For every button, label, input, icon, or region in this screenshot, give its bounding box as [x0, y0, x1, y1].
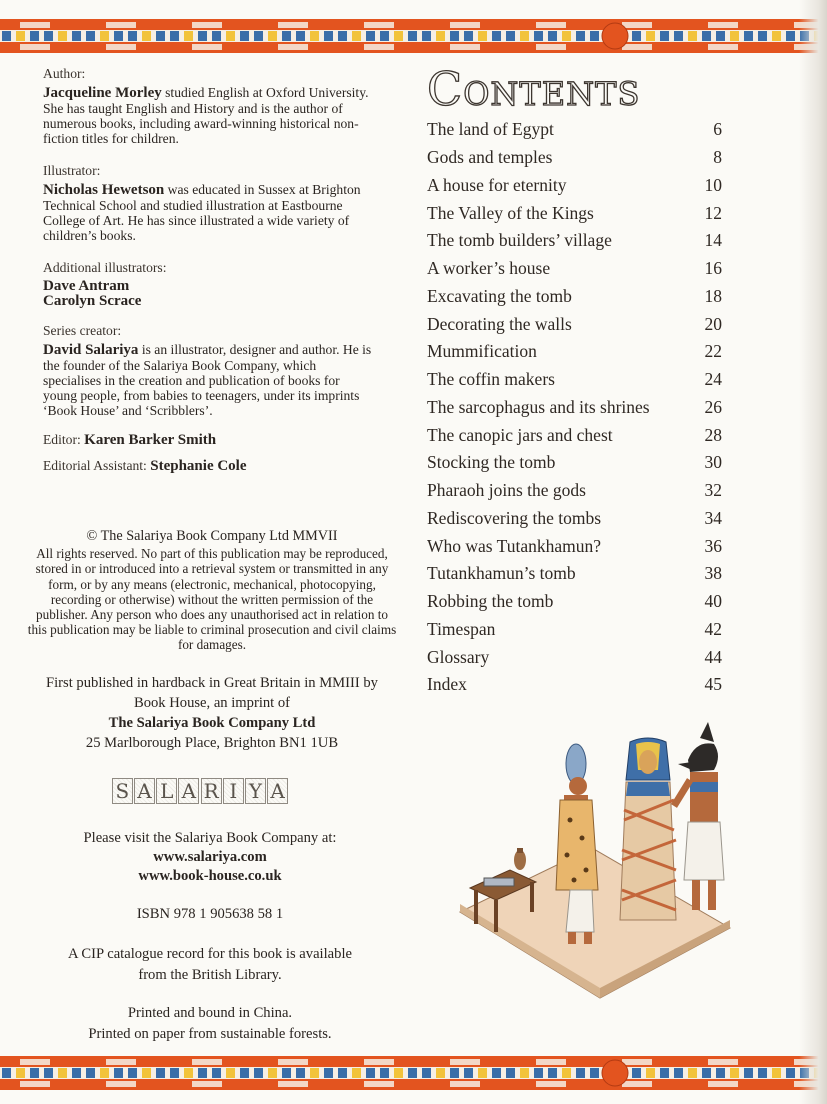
toc-entry-title: Tutankhamun’s tomb — [427, 563, 576, 584]
illustrator-label: Illustrator: — [43, 163, 101, 178]
author-bio: studied English at Oxford University. She has taught English and History and is the author of numerous books, including award-winning historical non-fiction titles for children. — [43, 85, 369, 146]
toc-entry[interactable] — [427, 560, 722, 588]
toc-entry-page: 42 — [704, 618, 722, 639]
toc-entry-title: Pharaoh joins the gods — [427, 480, 586, 501]
logo-letter: A — [267, 778, 288, 804]
toc-entry-page: 14 — [704, 230, 722, 251]
assistant-name: Stephanie Cole — [150, 458, 247, 474]
toc-entry[interactable] — [427, 616, 722, 644]
toc-entry[interactable] — [427, 116, 722, 144]
toc-entry[interactable] — [427, 671, 722, 699]
logo-letter: S — [112, 778, 133, 804]
editor-name: Karen Barker Smith — [84, 432, 217, 448]
bottom-decorative-border — [0, 1056, 827, 1090]
toc-entry[interactable] — [427, 199, 722, 227]
toc-entry-title: Robbing the tomb — [427, 591, 554, 612]
toc-entry-page: 30 — [704, 452, 722, 473]
toc-entry-page: 22 — [704, 341, 722, 362]
toc-entry[interactable] — [427, 172, 722, 200]
toc-entry[interactable] — [427, 283, 722, 311]
toc-entry[interactable] — [427, 643, 722, 671]
publishing-info — [22, 673, 402, 753]
toc-entry-page: 38 — [704, 563, 722, 584]
toc-entry-page: 8 — [713, 147, 722, 168]
toc-entry-title: Gods and temples — [427, 147, 553, 168]
series-creator-entry — [43, 342, 373, 418]
assistant-label: Editorial Assistant: — [43, 458, 147, 473]
toc-entry-title: Glossary — [427, 646, 490, 667]
cip-line: from the British Library. — [138, 967, 282, 983]
toc-entry[interactable] — [427, 366, 722, 394]
illustrator-name: Nicholas Hewetson — [43, 182, 165, 198]
copyright-line: © The Salariya Book Company Ltd MMVII — [86, 528, 338, 544]
author-label: Author: — [43, 66, 86, 81]
publisher-address: 25 Marlborough Place, Brighton BN1 1UB — [85, 735, 339, 751]
toc-entry[interactable] — [427, 532, 722, 560]
toc-entry-title: The canopic jars and chest — [427, 424, 613, 445]
toc-entry[interactable] — [427, 505, 722, 533]
salariya-logo — [105, 778, 295, 806]
editor-label: Editor: — [43, 432, 81, 447]
illustrator-entry — [43, 182, 373, 243]
border-pattern — [0, 1056, 827, 1090]
series-creator-label: Series creator: — [43, 323, 122, 338]
toc-entry-title: A house for eternity — [427, 174, 567, 195]
logo-letter: I — [223, 778, 244, 804]
toc-entry[interactable] — [427, 144, 722, 172]
toc-entry-title: Mummification — [427, 341, 537, 362]
toc-entry-title: Index — [427, 674, 467, 695]
copyright-notice: All rights reserved. No part of this publication may be reproduced, stored in or introduced into a retrieval system or transmitted in any form, or by any means (electronic, mechanical, photocopying, recording or otherwise) without the written permission of the publisher. Any person who does any unauthorised act in relation to this publication may be liable to criminal prosecution and civil claims for damages. — [27, 546, 397, 653]
border-pattern — [0, 19, 827, 53]
logo-letter: L — [156, 778, 177, 804]
website-link[interactable]: www.book-house.co.uk — [138, 868, 282, 884]
toc-entry-page: 44 — [704, 646, 722, 667]
contents-title: Contents — [427, 62, 641, 116]
cip-line: A CIP catalogue record for this book is available — [68, 946, 352, 962]
toc-entry-title: Rediscovering the tombs — [427, 507, 602, 528]
toc-entry-title: Decorating the walls — [427, 313, 572, 334]
website-info — [40, 829, 380, 886]
toc-entry-page: 16 — [704, 258, 722, 279]
toc-entry-page: 6 — [713, 119, 722, 140]
visit-text: Please visit the Salariya Book Company at: — [83, 830, 337, 846]
editor-entry — [43, 432, 373, 448]
toc-entry-page: 36 — [704, 535, 722, 556]
additional-illustrators-label: Additional illustrators: — [43, 260, 167, 275]
toc-entry-title: The Valley of the Kings — [427, 202, 594, 223]
author-entry — [43, 85, 373, 146]
toc-entry-title: Timespan — [427, 618, 496, 639]
toc-entry[interactable] — [427, 310, 722, 338]
toc-entry-page: 26 — [704, 396, 722, 417]
top-decorative-border — [0, 19, 827, 53]
website-link[interactable]: www.salariya.com — [153, 849, 267, 865]
additional-illustrators — [43, 279, 373, 309]
credits-section — [43, 66, 373, 474]
toc-entry-page: 10 — [704, 174, 722, 195]
series-creator-bio: is an illustrator, designer and author. He is the founder of the Salariya Book Company, which specialises in the creation and publication of books for young people, from babies to teenagers, under its imprints ‘Book House’ and ‘Scribblers’. — [43, 342, 372, 418]
logo-letter: A — [134, 778, 155, 804]
toc-entry[interactable] — [427, 338, 722, 366]
toc-entry-page: 40 — [704, 591, 722, 612]
series-creator-name: David Salariya — [43, 342, 139, 358]
page-edge-shadow — [799, 0, 827, 1104]
toc-entry-page: 34 — [704, 507, 722, 528]
printed-line: Printed on paper from sustainable forests. — [88, 1026, 332, 1042]
additional-illustrator-name: Carolyn Scrace — [43, 293, 142, 309]
logo-letter: Y — [245, 778, 266, 804]
toc-entry-page: 28 — [704, 424, 722, 445]
publishing-line: First published in hardback in Great Britain in MMIII by — [46, 675, 378, 691]
printed-line: Printed and bound in China. — [127, 1005, 293, 1021]
logo-letter: R — [201, 778, 222, 804]
toc-entry-title: The land of Egypt — [427, 119, 554, 140]
toc-entry[interactable] — [427, 394, 722, 422]
assistant-entry — [43, 458, 373, 474]
toc-entry-page: 18 — [704, 285, 722, 306]
toc-entry[interactable] — [427, 255, 722, 283]
toc-entry-title: A worker’s house — [427, 258, 551, 279]
toc-entry-page: 24 — [704, 369, 722, 390]
toc-entry-title: The tomb builders’ village — [427, 230, 612, 251]
toc-entry[interactable] — [427, 227, 722, 255]
table-of-contents — [427, 116, 722, 699]
illustrator-bio: was educated in Sussex at Brighton Technical School and studied illustration at Eastbourne College of Art. He has since illustrated a wide variety of children’s books. — [43, 182, 361, 243]
toc-entry[interactable] — [427, 449, 722, 477]
mummification-illustration — [452, 720, 742, 1000]
additional-illustrator-name: Dave Antram — [43, 278, 130, 294]
toc-entry[interactable] — [427, 477, 722, 505]
toc-entry-title: The sarcophagus and its shrines — [427, 396, 650, 417]
copyright-block — [26, 529, 398, 653]
toc-entry-page: 45 — [704, 674, 722, 695]
printing-info — [40, 1003, 380, 1045]
toc-entry-title: Stocking the tomb — [427, 452, 556, 473]
publisher-name: The Salariya Book Company Ltd — [108, 715, 316, 731]
cip-record — [40, 944, 380, 986]
toc-entry-page: 32 — [704, 480, 722, 501]
toc-entry-page: 20 — [704, 313, 722, 334]
toc-entry-title: Who was Tutankhamun? — [427, 535, 602, 556]
toc-entry-title: The coffin makers — [427, 369, 555, 390]
toc-entry[interactable] — [427, 421, 722, 449]
toc-entry[interactable] — [427, 588, 722, 616]
logo-letter: A — [178, 778, 199, 804]
toc-entry-page: 12 — [704, 202, 722, 223]
publishing-line: Book House, an imprint of — [133, 695, 291, 711]
toc-entry-title: Excavating the tomb — [427, 285, 572, 306]
author-name: Jacqueline Morley — [43, 85, 162, 101]
isbn: ISBN 978 1 905638 58 1 — [136, 906, 284, 922]
